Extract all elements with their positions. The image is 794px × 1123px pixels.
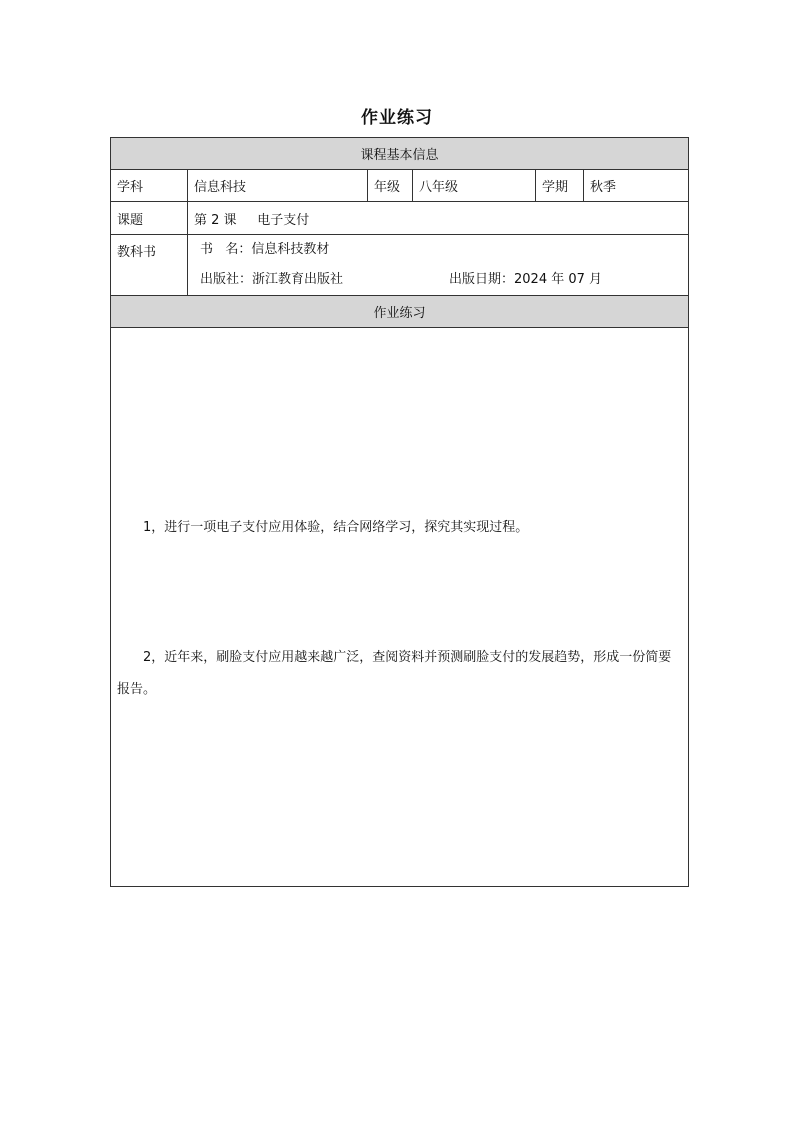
grade-value: 八年级 <box>413 170 536 202</box>
course-info-header: 课程基本信息 <box>111 138 689 170</box>
homework-header: 作业练习 <box>111 296 689 328</box>
page-title: 作业练习 <box>361 108 433 128</box>
textbook-info <box>188 235 689 296</box>
publisher: 出版社：浙江教育出版社 <box>200 272 344 287</box>
publisher-line <box>194 265 682 295</box>
term-label: 学期 <box>536 170 584 202</box>
question-1: 1，进行一项电子支付应用体验，结合网络学习，探究其实现过程。 <box>143 520 529 535</box>
subject-label: 学科 <box>111 170 188 202</box>
topic-value: 第 2 课 电子支付 <box>188 202 689 235</box>
textbook-label: 教科书 <box>111 235 188 296</box>
term-value: 秋季 <box>584 170 689 202</box>
publish-date: 出版日期：2024 年 07 月 <box>449 272 603 287</box>
book-name: 书 名：信息科技教材 <box>200 242 330 257</box>
grade-label: 年级 <box>368 170 413 202</box>
homework-body <box>111 328 689 887</box>
topic-label: 课题 <box>111 202 188 235</box>
subject-value: 信息科技 <box>188 170 368 202</box>
homework-sheet-table <box>110 137 689 887</box>
question-2: 2，近年来，刷脸支付应用越来越广泛，查阅资料并预测刷脸支付的发展趋势，形成一份简要报告。 <box>117 650 672 697</box>
